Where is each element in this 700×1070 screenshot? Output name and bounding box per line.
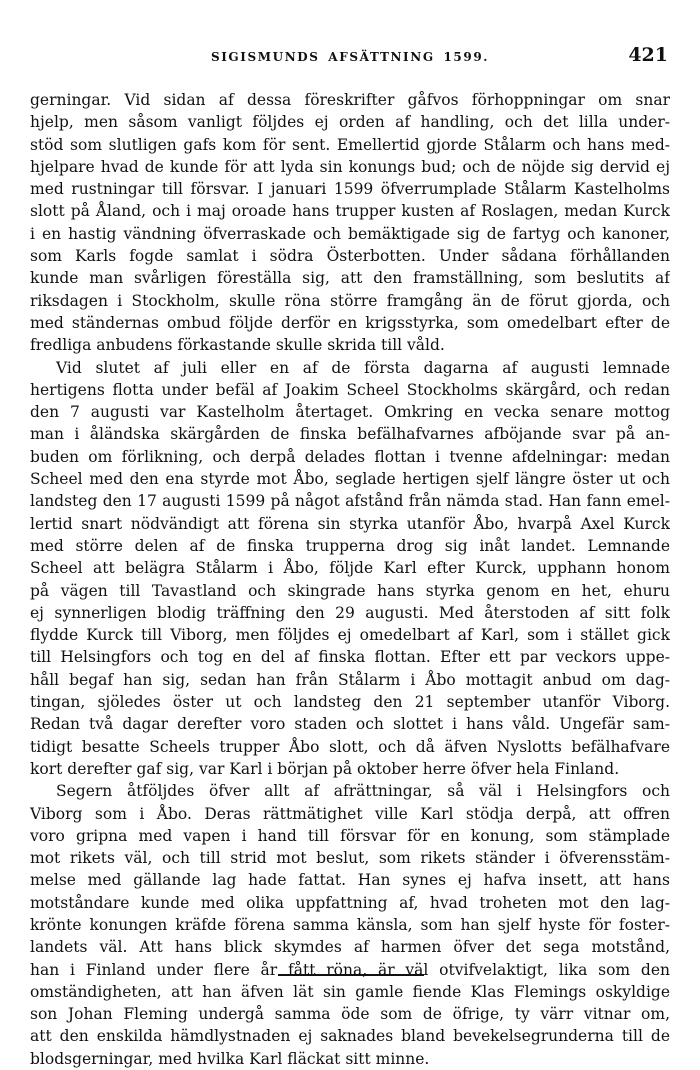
text-line: han i Finland under flere år fått röna, är väl otvifvelaktigt, lika som den <box>30 960 670 979</box>
text-line: buden om förlikning, och derpå delades flottan i tvenne afdelningar: medan <box>30 447 670 466</box>
text-line: kort derefter gaf sig, var Karl i början på oktober herre öfver hela Finland. <box>30 759 620 778</box>
text-line: till Helsingfors och tog en del af finska flottan. Efter ett par veckors uppe- <box>30 648 670 667</box>
text-line: landets väl. Att hans blick skymdes af harmen öfver det sega motstånd, <box>30 938 670 957</box>
text-line: med ständernas ombud följde derför en krigsstyrka, som omedelbart efter de <box>30 313 670 332</box>
body-text <box>30 89 670 1070</box>
text-line: krönte konungen kräfde förena samma känsla, som han sjelf hyste för foster- <box>30 915 670 934</box>
text-line: ej synnerligen blodig träffning den 29 augusti. Med återstoden af sitt folk <box>30 603 670 622</box>
text-line: tingan, sjöledes öster ut och landsteg den 21 september utanför Viborg. <box>30 693 670 712</box>
text-line: Segern åtföljdes öfver allt af afrättningar, så väl i Helsingfors och <box>56 782 670 801</box>
text-line: med större delen af de finska trupperna drog sig inåt landet. Lemnande <box>30 536 670 555</box>
page-header <box>30 44 670 76</box>
text-line: den 7 augusti var Kastelholm återtaget. Omkring en vecka senare mottog <box>30 403 670 422</box>
text-line: Redan två dagar derefter voro staden och slottet i hans våld. Ungefär sam- <box>30 715 670 734</box>
text-line: son Johan Fleming undergå samma öde som de öfrige, ty värr vitnar om, <box>30 1005 670 1024</box>
text-line: man i åländska skärgården de finska befälhafvarnes afböjande svar på an- <box>30 425 670 444</box>
text-line: gerningar. Vid sidan af dessa föreskrifter gåfvos förhoppningar om snar <box>30 91 670 109</box>
text-line: stöd som slutligen gafs kom för sent. Emellertid gjorde Stålarm och hans med- <box>30 135 670 154</box>
text-line: i en hastig vändning öfverraskade och bemäktigade sig de fartyg och kanoner, <box>30 224 670 243</box>
text-line: landsteg den 17 augusti 1599 på något afstånd från nämda stad. Han fann emel- <box>30 492 670 511</box>
text-line: melse med gällande lag hade fattat. Han synes ej hafva insett, att hans <box>30 871 670 890</box>
text-line: lertid snart nödvändigt att förena sin styrka utanför Åbo, hvarpå Axel Kurck <box>30 514 670 533</box>
text-line: Scheel med den ena styrde mot Åbo, seglade hertigen sjelf längre öster ut och <box>30 470 670 489</box>
text-line: som Karls fogde samlat i södra Österbotten. Under sådana förhållanden <box>30 247 670 266</box>
text-line: Vid slutet af juli eller en af de första dagarna af augusti lemnade <box>56 358 670 377</box>
running-title: SIGISMUNDS AFSÄTTNING 1599. <box>210 50 490 64</box>
text-line: slott på Åland, och i maj oroade hans trupper kusten af Roslagen, medan Kurck <box>30 202 670 221</box>
text-line: motståndare kunde med olika uppfattning af, hvad troheten mot den lag- <box>30 893 670 912</box>
text-line: blodsgerningar, med hvilka Karl fläckat sitt minne. <box>30 1049 430 1068</box>
text-line: hertigens flotta under befäl af Joakim Scheel Stockholms skärgård, och redan <box>30 380 670 399</box>
text-line: tidigt besatte Scheels trupper Åbo slott, och då äfven Nyslotts befälhafvare <box>30 737 670 756</box>
text-line: flydde Kurck till Viborg, men följdes ej omedelbart af Karl, som i stället gick <box>30 626 670 645</box>
text-line: fredliga anbudens förkastande skulle skrida till våld. <box>30 336 445 355</box>
text-line: voro gripna med vapen i hand till försvar för en konung, som stämplade <box>30 826 670 845</box>
text-line: håll begaf han sig, sedan han från Stålarm i Åbo mottagit anbud om dag- <box>30 670 670 689</box>
page-number: 421 <box>628 44 668 66</box>
text-line: Viborg som i Åbo. Deras rättmätighet ville Karl stödja derpå, att offren <box>30 804 670 823</box>
text-line: på vägen till Tavastland och skingrade hans styrka genom en het, ehuru <box>30 581 670 600</box>
text-line: Scheel att belägra Stålarm i Åbo, följde Karl efter Kurck, upphann honom <box>30 559 670 578</box>
text-line: omständigheten, att han äfven lät sin gamle fiende Klas Flemings oskyldige <box>30 982 670 1001</box>
section-end-rule <box>278 974 424 976</box>
text-line: kunde man svårligen föreställa sig, att den framställning, som beslutits af <box>30 269 670 288</box>
text-line: mot rikets väl, och till strid mot beslut, som rikets ständer i öfverensstäm- <box>30 849 670 868</box>
text-line: att den enskilda hämdlystnaden ej saknades bland bevekelsegrunderna till de <box>30 1027 670 1046</box>
text-line: med rustningar till försvar. I januari 1599 öfverrumplade Stålarm Kastelholms <box>30 180 670 199</box>
text-line: hjelpare hvad de kunde för att lyda sin konungs bud; och de nöjde sig dervid ej <box>30 157 670 176</box>
text-line: hjelp, men såsom vanligt följdes ej orden af handling, och det lilla under- <box>30 113 670 132</box>
text-line: riksdagen i Stockholm, skulle röna större framgång än de förut gjorda, och <box>30 291 670 310</box>
